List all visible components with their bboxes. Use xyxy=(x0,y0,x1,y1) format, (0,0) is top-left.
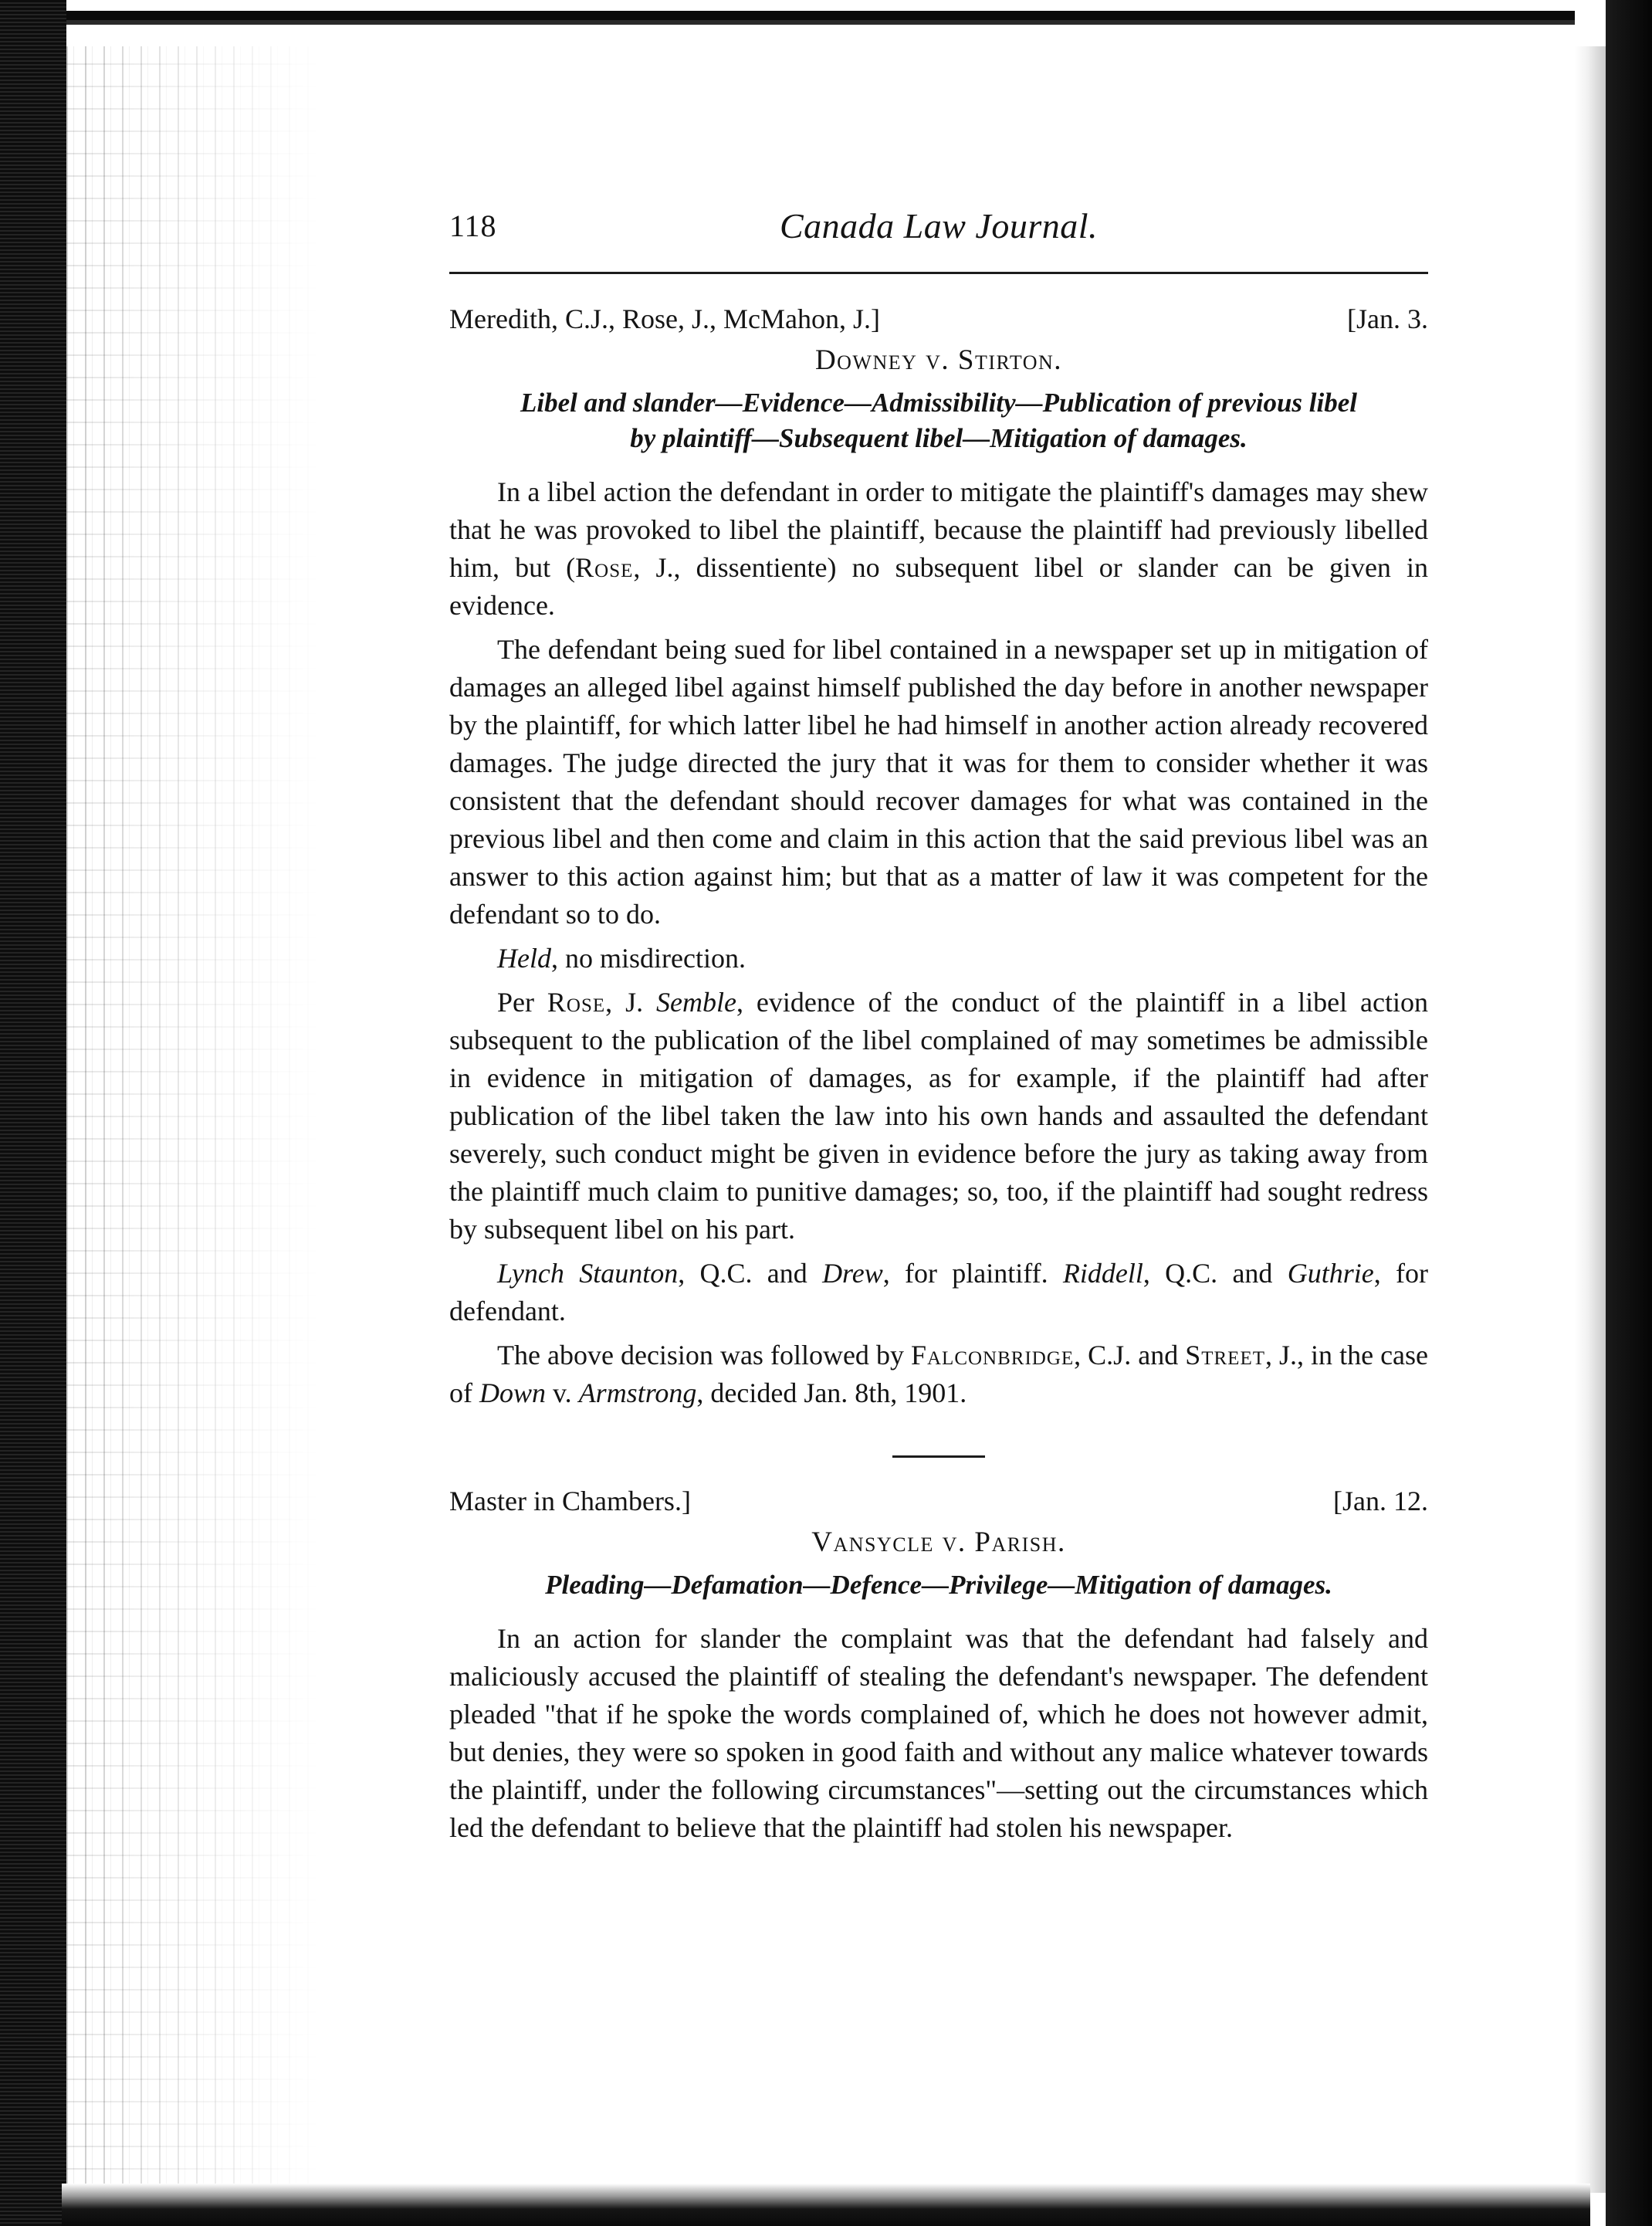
text-run: , J., dissentiente) no subsequent libel or slander can be given in evidence. xyxy=(449,552,1428,621)
scan-border-top xyxy=(62,11,1575,46)
page-number: 118 xyxy=(449,208,497,243)
text-run: The above decision was followed by xyxy=(497,1340,911,1370)
running-title: Canada Law Journal. xyxy=(779,206,1099,246)
text-run: , J. xyxy=(605,987,656,1018)
paragraph: In an action for slander the complaint was that the defendant had falsely and maliciously accused the plaintiff of stealing the defendant's newspaper. The defendent pleaded "that if he spoke the words complained of, which he does not however admit, but denies, they were so spoken in good faith and without any malice whatever towards the plaintiff, under the following circumstances"—setting out the circumstances which led the defendant to believe that the plaintiff had stolen his newspaper. xyxy=(449,1623,1428,1843)
text-run: v. xyxy=(546,1377,579,1408)
counsel-paragraph xyxy=(449,1255,1428,1330)
scan-shadow-right xyxy=(1575,46,1606,2193)
semble-label: Semble xyxy=(655,987,736,1018)
text-run: Per xyxy=(497,987,547,1018)
case-court-line xyxy=(449,300,1428,338)
journal-page xyxy=(449,207,1428,1847)
text-run: , C.J. and xyxy=(1074,1340,1186,1370)
case-date: [Jan. 12. xyxy=(1333,1486,1428,1516)
text-run: , for defendant. xyxy=(449,1258,1428,1326)
case-party: Armstrong xyxy=(578,1377,697,1408)
note-paragraph xyxy=(449,1337,1428,1412)
case-title: Vansycle v. Parish. xyxy=(811,1526,1066,1558)
text-run: , Q.C. and xyxy=(678,1258,823,1289)
case-party: Down xyxy=(479,1377,547,1408)
counsel-name: Drew xyxy=(822,1258,883,1289)
court-judges: Meredith, C.J., Rose, J., McMahon, J.] xyxy=(449,303,880,334)
text-run: , Q.C. and xyxy=(1143,1258,1288,1289)
text-run: , for plaintiff. xyxy=(882,1258,1063,1289)
header-rule xyxy=(449,272,1428,274)
section-divider xyxy=(892,1455,985,1458)
paragraph xyxy=(449,984,1428,1249)
headnote-line: by plaintiff—Subsequent libel—Mitigation of damages. xyxy=(630,423,1247,453)
case-date: [Jan. 3. xyxy=(1347,303,1428,334)
judge-name: Street xyxy=(1185,1340,1265,1370)
held-label: Held xyxy=(497,943,551,974)
page-header xyxy=(449,207,1428,269)
text-run: , J., in the case of xyxy=(449,1340,1429,1408)
headnote-line: Libel and slander—Evidence—Admissibility—Publication of previous libel xyxy=(520,388,1357,418)
text-run: In a libel action the defendant in order to mitigate the plaintiff's damages may shew that he was provoked to libel the plaintiff, because the plaintiff had previously libelled him, but ( xyxy=(449,476,1428,583)
text-run: , evidence of the conduct of the plaintiff in a libel action subsequent to the publication of the libel complained of may sometimes be admissible in evidence in mitigation of damages, as for example, if the plaintiff had after publication of the libel taken the law into his own hands and assaulted the defendant severely, such conduct might be given in evidence before the jury as taking away from the plaintiff much claim to punitive damages; so, too, if the plaintiff had sought redress by subsequent libel on his part. xyxy=(449,987,1428,1245)
judge-name: Rose xyxy=(547,987,606,1018)
judge-name: Rose xyxy=(575,552,634,583)
case-title: Downey v. Stirton. xyxy=(814,344,1063,376)
text-run: , decided Jan. 8th, 1901. xyxy=(696,1377,967,1408)
case-headnote xyxy=(449,385,1428,456)
scan-border-bottom xyxy=(62,2184,1590,2226)
court-judges: Master in Chambers.] xyxy=(449,1486,691,1516)
scan-bleed-left xyxy=(66,46,321,2201)
judge-name: Falconbridge xyxy=(910,1340,1075,1370)
case-headnote: Pleading—Defamation—Defence—Privilege—Mitigation of damages. xyxy=(545,1570,1332,1600)
paragraph xyxy=(449,940,1428,977)
case-court-line xyxy=(449,1482,1428,1520)
counsel-name: Riddell xyxy=(1062,1258,1143,1289)
paragraph xyxy=(449,473,1428,625)
paragraph: The defendant being sued for libel contained in a newspaper set up in mitigation of damages an alleged libel against himself published the day before in another newspaper by the plaintiff, for which latter libel he had himself in another action already recovered damages. The judge directed the jury that it was for them to consider whether it was consistent that the defendant should recover damages for what was contained in the previous libel and then come and claim in this action that the said previous libel was an answer to this action against him; but that as a matter of law it was competent for the defendant so to do. xyxy=(449,634,1428,930)
scan-border-right xyxy=(1606,0,1652,2226)
counsel-name: Guthrie xyxy=(1287,1258,1374,1289)
counsel-name: Lynch Staunton xyxy=(497,1258,679,1289)
text-run: , no misdirection. xyxy=(550,943,746,974)
scan-border-left xyxy=(0,0,66,2226)
